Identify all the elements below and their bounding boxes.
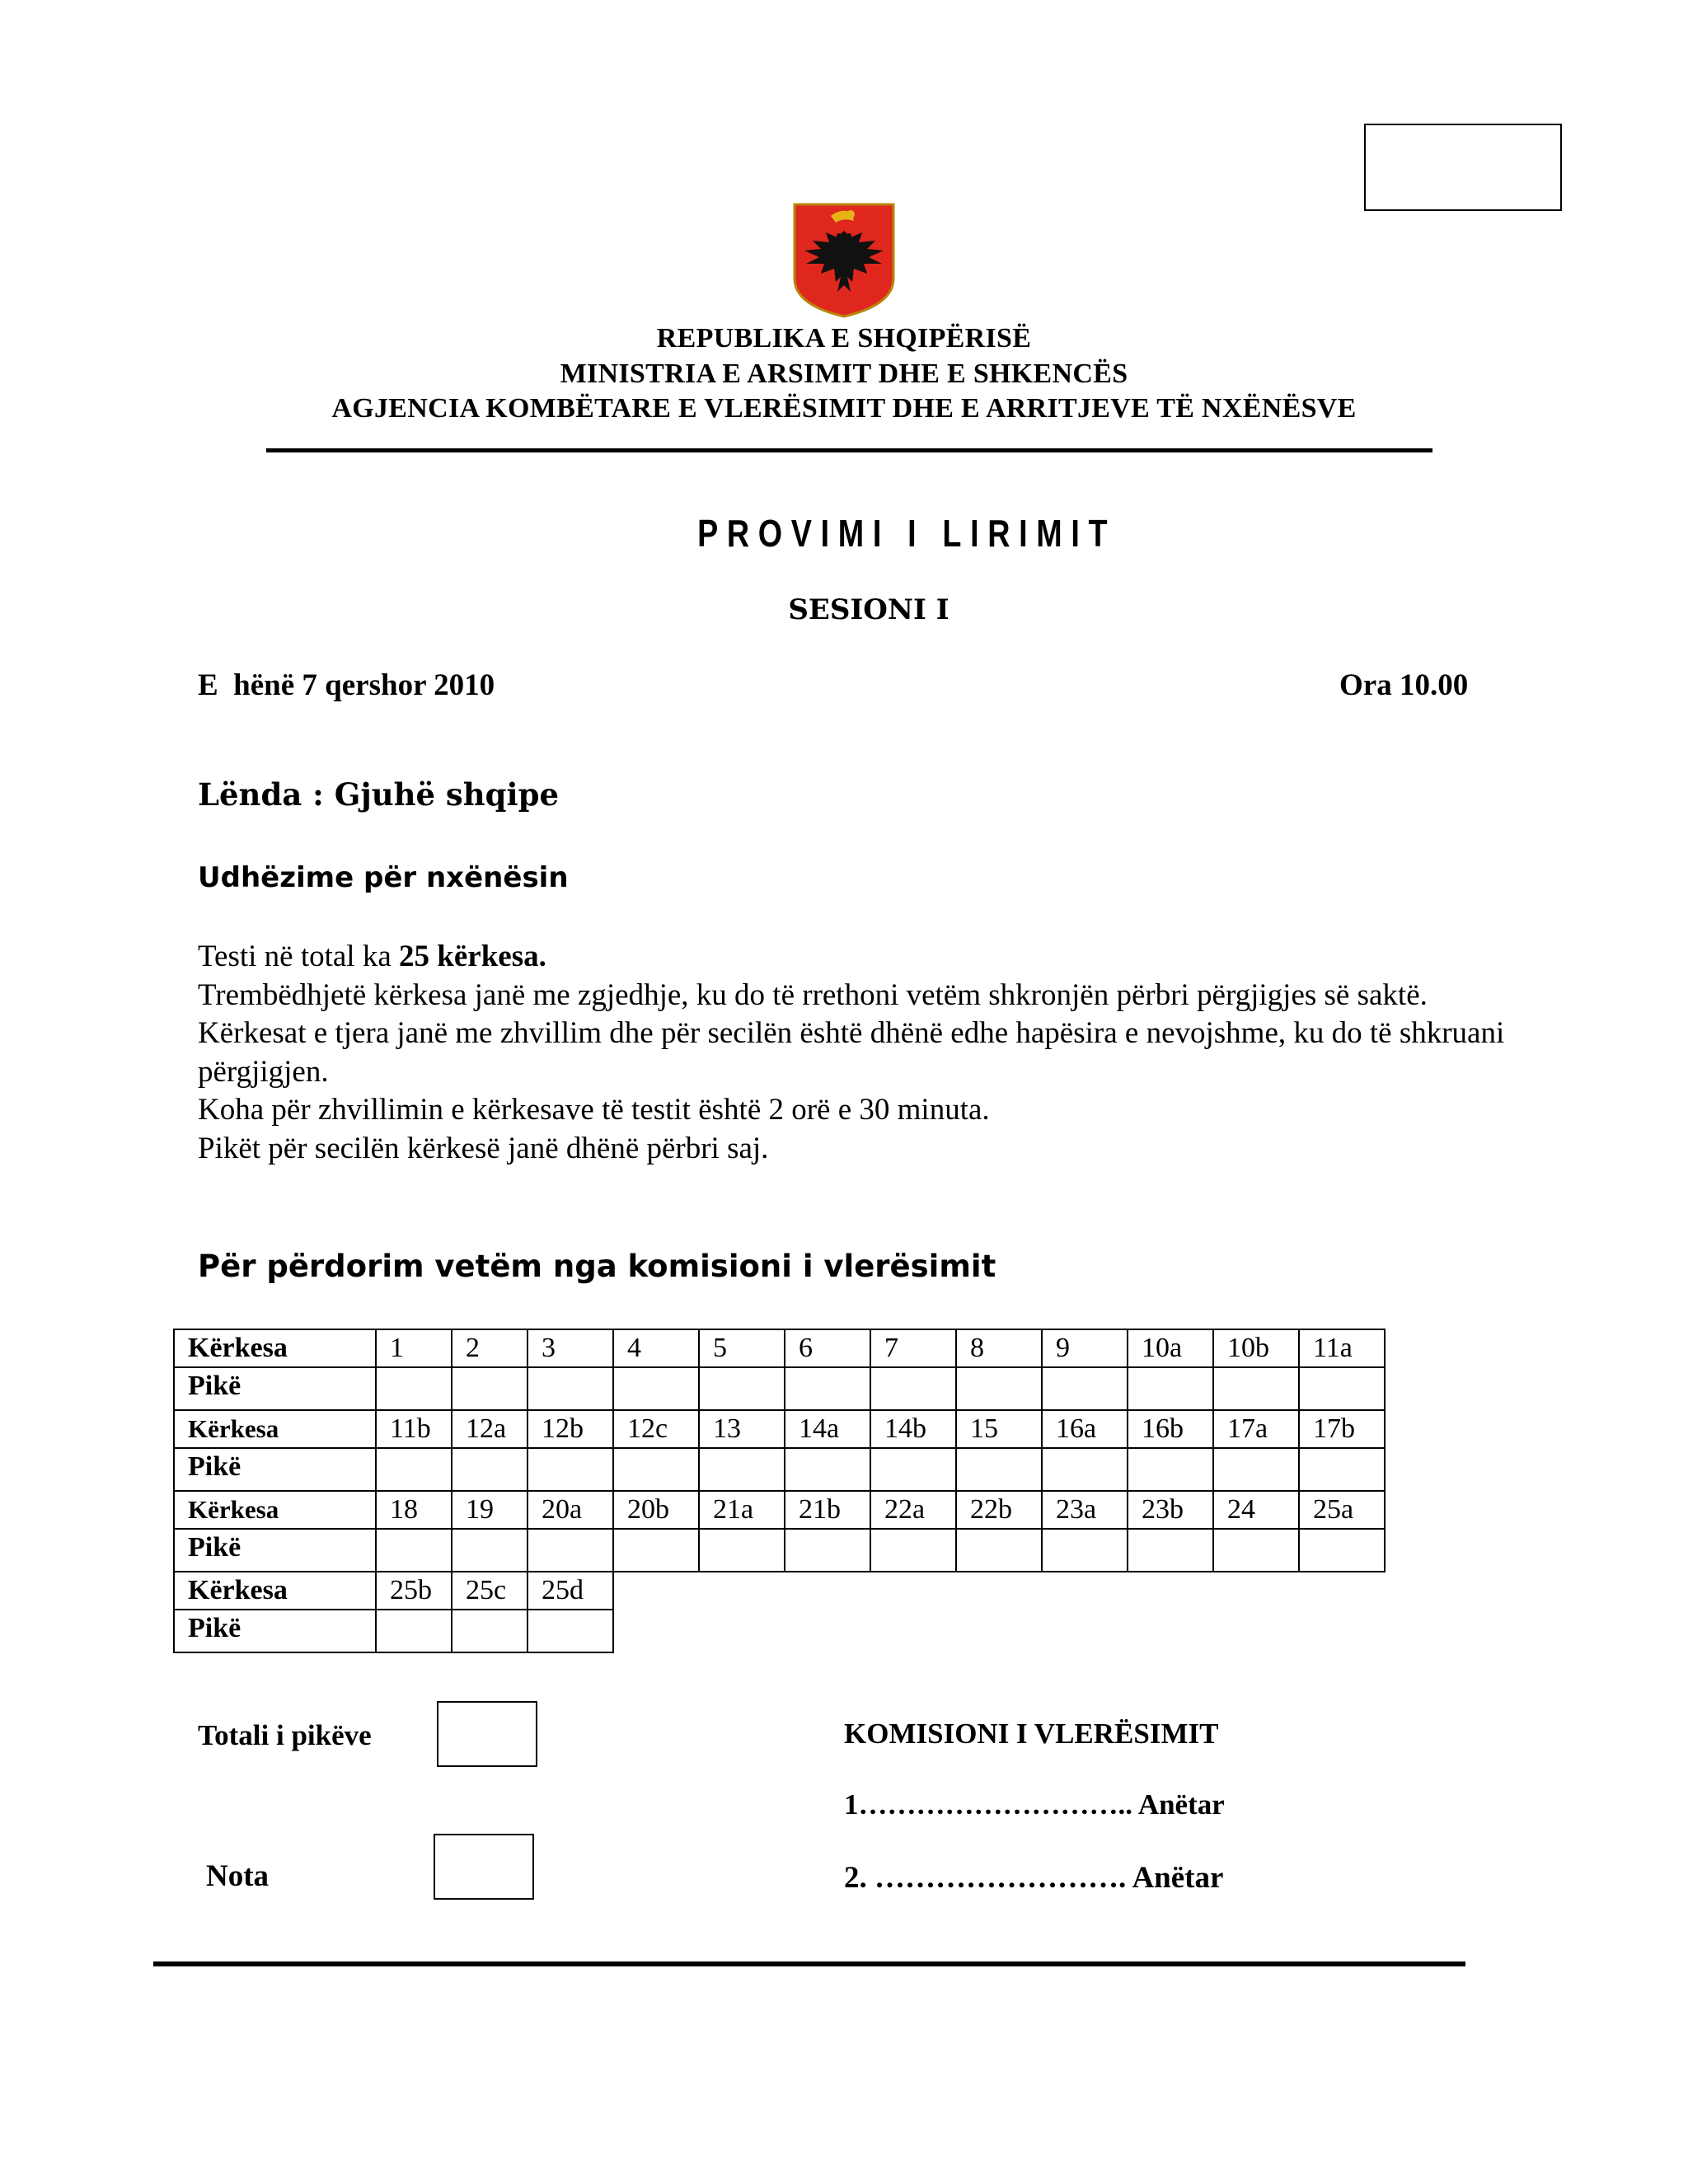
points-cell[interactable] [1128,1367,1213,1410]
grade-label: Nota [206,1859,270,1893]
header-divider [266,448,1432,452]
points-cell[interactable] [1213,1448,1299,1491]
instruction-count: 25 kërkesa. [399,940,546,973]
points-cell[interactable] [452,1448,528,1491]
empty-cell [1042,1610,1128,1652]
points-cell[interactable] [870,1529,956,1572]
points-cell[interactable] [528,1448,613,1491]
commission-title: KOMISIONI I VLERËSIMIT [844,1718,1219,1750]
empty-cell [956,1572,1042,1610]
row-label-kerkesa: Kërkesa [174,1572,376,1610]
points-cell[interactable] [613,1448,699,1491]
points-cell[interactable] [699,1367,785,1410]
row-label-pike: Pikë [174,1529,376,1572]
question-number-cell: 5 [699,1329,785,1367]
points-cell[interactable] [956,1448,1042,1491]
question-number-cell: 17b [1299,1410,1385,1448]
commission-member-2: 2. ……………………. Anëtar [844,1861,1224,1895]
points-cell[interactable] [376,1529,452,1572]
score-table-row [174,1491,1385,1529]
points-cell[interactable] [1299,1367,1385,1410]
points-cell[interactable] [1213,1529,1299,1572]
question-number-cell: 25d [528,1572,613,1610]
question-number-cell: 6 [785,1329,870,1367]
score-table-points-row [174,1529,1385,1572]
exam-time: Ora 10.00 [1339,668,1469,702]
commission-member-1: 1……………………….. Anëtar [844,1788,1225,1821]
empty-cell [1042,1572,1128,1610]
empty-cell [1299,1572,1385,1610]
exam-session: SESIONI I [788,593,950,626]
question-number-cell: 15 [956,1410,1042,1448]
coat-of-arms-icon [793,203,895,318]
question-number-cell: 12c [613,1410,699,1448]
score-table-row [174,1329,1385,1367]
score-table-points-row [174,1610,1385,1652]
question-number-cell: 24 [1213,1491,1299,1529]
header-ministry: MINISTRIA E ARSIMIT DHE E SHKENCËS [560,359,1128,389]
empty-cell [1128,1610,1213,1652]
points-cell[interactable] [452,1367,528,1410]
question-number-cell: 25a [1299,1491,1385,1529]
points-cell[interactable] [1128,1529,1213,1572]
question-number-cell: 11a [1299,1329,1385,1367]
question-number-cell: 21a [699,1491,785,1529]
empty-cell [785,1610,870,1652]
question-number-cell: 8 [956,1329,1042,1367]
points-cell[interactable] [870,1448,956,1491]
instruction-line: Pikët për secilën kërkesë janë dhënë përbri saj. [198,1131,769,1165]
instruction-text: Testi në total ka [198,940,400,973]
points-cell[interactable] [1042,1448,1128,1491]
question-number-cell: 3 [528,1329,613,1367]
points-cell[interactable] [1299,1448,1385,1491]
empty-cell [785,1572,870,1610]
points-cell[interactable] [376,1367,452,1410]
empty-cell [699,1572,785,1610]
total-points-box[interactable] [437,1701,537,1767]
empty-cell [613,1610,699,1652]
question-number-cell: 2 [452,1329,528,1367]
question-number-cell: 25b [376,1572,452,1610]
empty-cell [699,1610,785,1652]
total-points-label: Totali i pikëve [198,1719,372,1751]
code-box [1364,124,1562,211]
points-cell[interactable] [376,1610,452,1652]
points-cell[interactable] [699,1448,785,1491]
points-cell[interactable] [376,1448,452,1491]
question-number-cell: 22b [956,1491,1042,1529]
question-number-cell: 20a [528,1491,613,1529]
commission-use-heading: Për përdorim vetëm nga komisioni i vlerësimit [198,1249,996,1284]
row-label-pike: Pikë [174,1448,376,1491]
question-number-cell: 20b [613,1491,699,1529]
question-number-cell: 11b [376,1410,452,1448]
question-number-cell: 16b [1128,1410,1213,1448]
row-label-kerkesa: Kërkesa [174,1410,376,1448]
instruction-line: Kërkesat e tjera janë me zhvillim dhe për secilën është dhënë edhe hapësira e nevojshme, ku do të shkruani përgjigjen. [198,1016,1505,1089]
points-cell[interactable] [452,1610,528,1652]
points-cell[interactable] [452,1529,528,1572]
points-cell[interactable] [785,1448,870,1491]
exam-date: E hënë 7 qershor 2010 [198,668,495,702]
question-number-cell: 23a [1042,1491,1128,1529]
grade-box[interactable] [434,1834,534,1900]
row-label-pike: Pikë [174,1367,376,1410]
exam-subject: Lënda : Gjuhë shqipe [198,776,560,813]
points-cell[interactable] [613,1529,699,1572]
question-number-cell: 9 [1042,1329,1128,1367]
points-cell[interactable] [956,1367,1042,1410]
header-republic: REPUBLIKA E SHQIPËRISË [656,323,1032,354]
points-cell[interactable] [1128,1448,1213,1491]
empty-cell [870,1572,956,1610]
points-cell[interactable] [1042,1367,1128,1410]
empty-cell [956,1610,1042,1652]
question-number-cell: 14b [870,1410,956,1448]
header-agency: AGJENCIA KOMBËTARE E VLERËSIMIT DHE E ARRITJEVE TË NXËNËSVE [331,393,1357,424]
instruction-line [198,938,1550,977]
question-number-cell: 17a [1213,1410,1299,1448]
question-number-cell: 1 [376,1329,452,1367]
empty-cell [1213,1572,1299,1610]
points-cell[interactable] [528,1367,613,1410]
points-cell[interactable] [699,1529,785,1572]
question-number-cell: 18 [376,1491,452,1529]
points-cell[interactable] [870,1367,956,1410]
question-number-cell: 10a [1128,1329,1213,1367]
points-cell[interactable] [1299,1529,1385,1572]
question-number-cell: 23b [1128,1491,1213,1529]
empty-cell [1299,1610,1385,1652]
instruction-line: Trembëdhjetë kërkesa janë me zgjedhje, ku do të rrethoni vetëm shkronjën përbri përgjigjes së saktë. [198,977,1428,1012]
instruction-line: Koha për zhvillimin e kërkesave të testit është 2 orë e 30 minuta. [198,1093,990,1127]
points-cell[interactable] [956,1529,1042,1572]
row-label-pike: Pikë [174,1610,376,1652]
score-table [173,1329,1386,1653]
points-cell[interactable] [1213,1367,1299,1410]
question-number-cell: 4 [613,1329,699,1367]
points-cell[interactable] [613,1367,699,1410]
points-cell[interactable] [528,1610,613,1652]
question-number-cell: 14a [785,1410,870,1448]
empty-cell [1213,1610,1299,1652]
question-number-cell: 19 [452,1491,528,1529]
empty-cell [613,1572,699,1610]
question-number-cell: 12a [452,1410,528,1448]
points-cell[interactable] [1042,1529,1128,1572]
score-table-row [174,1572,1385,1610]
question-number-cell: 13 [699,1410,785,1448]
score-table-points-row [174,1448,1385,1491]
instructions-body [198,938,1550,1168]
question-number-cell: 16a [1042,1410,1128,1448]
score-table-points-row [174,1367,1385,1410]
exam-title: PROVIMI I LIRIMIT [697,512,1117,555]
footer-divider [153,1961,1465,1966]
row-label-kerkesa: Kërkesa [174,1329,376,1367]
question-number-cell: 22a [870,1491,956,1529]
points-cell[interactable] [785,1529,870,1572]
instructions-heading: Udhëzime për nxënësin [198,861,569,894]
empty-cell [1128,1572,1213,1610]
question-number-cell: 21b [785,1491,870,1529]
points-cell[interactable] [785,1367,870,1410]
question-number-cell: 25c [452,1572,528,1610]
empty-cell [870,1610,956,1652]
score-table-row [174,1410,1385,1448]
row-label-kerkesa: Kërkesa [174,1491,376,1529]
points-cell[interactable] [528,1529,613,1572]
question-number-cell: 12b [528,1410,613,1448]
question-number-cell: 7 [870,1329,956,1367]
question-number-cell: 10b [1213,1329,1299,1367]
